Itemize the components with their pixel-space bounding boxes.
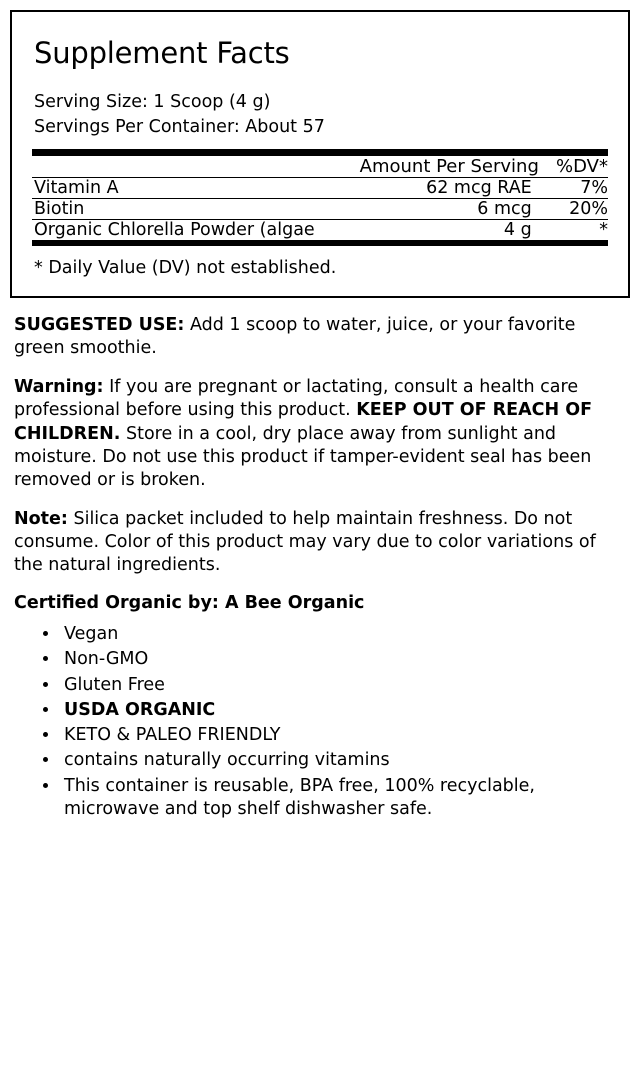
nutrient-dv: 7% <box>550 178 608 199</box>
suggested-use-text: Add 1 scoop to water, juice, or your favorite green smoothie. <box>14 315 576 359</box>
nutrient-amount: 6 mcg <box>349 199 550 220</box>
serving-size-line: Serving Size: 1 Scoop (4 g) <box>34 92 271 113</box>
header-blank <box>32 156 349 178</box>
rule-thick-top <box>32 149 608 156</box>
list-item: • Vegan <box>60 623 626 646</box>
list-item: • contains naturally occurring vitamins <box>60 749 626 772</box>
panel-title: Supplement Facts <box>34 36 290 70</box>
list-item: • Gluten Free <box>60 674 626 697</box>
supplement-facts-panel <box>10 10 630 298</box>
nutrient-dv: 20% <box>550 199 608 220</box>
note-label: Note: <box>14 508 68 529</box>
suggested-use-label: SUGGESTED USE: <box>14 315 185 336</box>
nutrient-dv: * <box>550 220 608 244</box>
table-row <box>32 220 608 244</box>
header-percent-dv: %DV* <box>550 156 608 178</box>
feature-list <box>14 623 626 821</box>
table-row <box>32 178 608 199</box>
table-header-row <box>32 156 608 178</box>
warning-paragraph <box>14 376 626 491</box>
suggested-use-paragraph <box>14 314 626 360</box>
warning-emphasis: KEEP OUT OF REACH OF CHILDREN. <box>14 400 593 444</box>
list-item: • KETO & PALEO FRIENDLY <box>60 724 626 747</box>
nutrient-name: Vitamin A <box>32 178 349 199</box>
label-body-copy <box>8 314 632 821</box>
warning-text-first: If you are pregnant or lactating, consult a health care professional before using this product. <box>14 377 579 421</box>
servings-per-container-line: Servings Per Container: About 57 <box>34 117 325 138</box>
list-item: • This container is reusable, BPA free, 100% recyclable, microwave and top shelf dishwasher safe. <box>60 775 626 822</box>
certified-organic-by: Certified Organic by: A Bee Organic <box>14 593 365 614</box>
daily-value-footnote: * Daily Value (DV) not established. <box>34 258 337 279</box>
note-paragraph <box>14 508 626 577</box>
note-text: Silica packet included to help maintain freshness. Do not consume. Color of this product may vary due to color variations of the natural ingredients. <box>14 508 596 575</box>
nutrient-name: Organic Chlorella Powder (algae <box>32 220 349 244</box>
header-amount-per-serving: Amount Per Serving <box>349 156 550 178</box>
nutrient-name: Biotin <box>32 199 349 220</box>
warning-label: Warning: <box>14 377 104 398</box>
list-item: • USDA ORGANIC <box>60 699 626 722</box>
table-row <box>32 199 608 220</box>
nutrient-amount: 4 g <box>349 220 550 244</box>
nutrition-table <box>32 156 608 246</box>
list-item: • Non-GMO <box>60 648 626 671</box>
nutrient-amount: 62 mcg RAE <box>349 178 550 199</box>
warning-text-second: Store in a cool, dry place away from sunlight and moisture. Do not use this product if tamper-evident seal has been removed or is broken. <box>14 423 592 490</box>
